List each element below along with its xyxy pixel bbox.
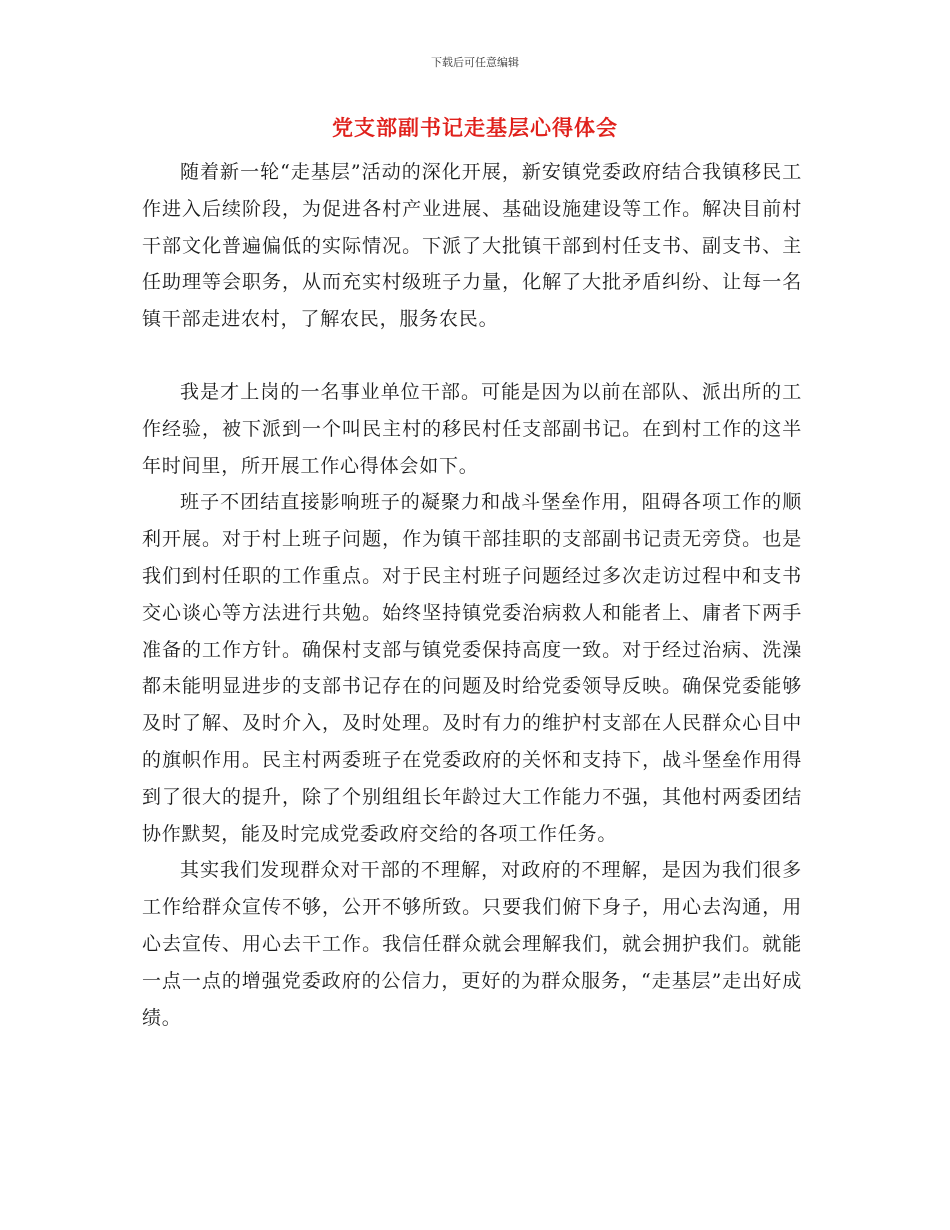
paragraph: 其实我们发现群众对干部的不理解，对政府的不理解，是因为我们很多工作给群众宣传不够，公开不够所致。只要我们俯下身子，用心去沟通，用心去宣传、用心去干工作。我信任群众就会理解我们，就会拥护我们。就能一点一点的增强党委政府的公信力，更好的为群众服务，“走基层”走出好成绩。 xyxy=(142,859,802,1029)
paragraph: 我是才上岗的一名事业单位干部。可能是因为以前在部队、派出所的工作经验，被下派到一个叫民主村的移民村任支部副书记。在到村工作的这半年时间里，所开展工作心得体会如下。 xyxy=(142,380,802,477)
paragraph: 班子不团结直接影响班子的凝聚力和战斗堡垒作用，阻碍各项工作的顺利开展。对于村上班子问题，作为镇干部挂职的支部副书记责无旁贷。也是我们到村任职的工作重点。对于民主村班子问题经过多次走访过程中和支书交心谈心等方法进行共勉。始终坚持镇党委治病救人和能者上、庸者下两手准备的工作方针。确保村支部与镇党委保持高度一致。对于经过治病、洗澡都未能明显进步的支部书记存在的问题及时给党委领导反映。确保党委能够及时了解、及时介入，及时处理。及时有力的维护村支部在人民群众心目中的旗帜作用。民主村两委班子在党委政府的关怀和支持下，战斗堡垒作用得到了很大的提升，除了个别组组长年龄过大工作能力不强，其他村两委团结协作默契，能及时完成党委政府交给的各项工作任务。 xyxy=(142,491,802,845)
document-body xyxy=(142,154,802,1036)
document-title: 党支部副书记走基层心得体会 xyxy=(332,116,618,140)
header-note: 下载后可任意编辑 xyxy=(431,56,519,69)
paragraph: 随着新一轮“走基层”活动的深化开展，新安镇党委政府结合我镇移民工作进入后续阶段，为促进各村产业进展、基础设施建设等工作。解决目前村干部文化普遍偏低的实际情况。下派了大批镇干部到村任支书、副支书、主任助理等会职务，从而充实村级班子力量，化解了大批矛盾纠纷、让每一名镇干部走进农村，了解农民，服务农民。 xyxy=(142,161,802,331)
